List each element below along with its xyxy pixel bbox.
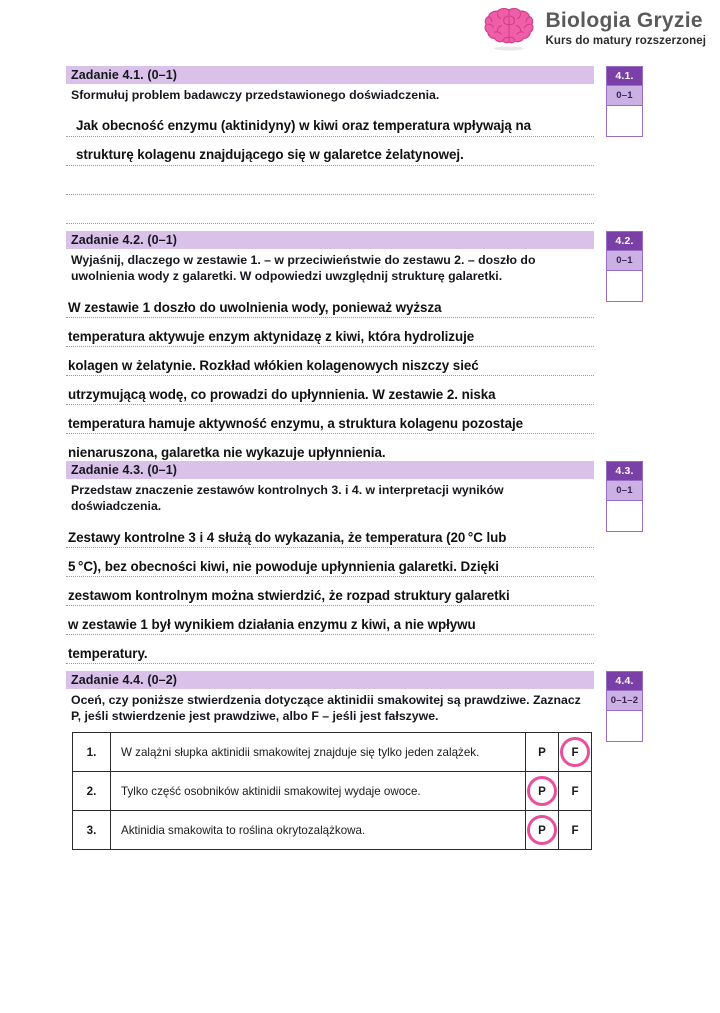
answer-line	[66, 137, 594, 166]
brand-subtitle: Kurs do matury rozszerzonej	[545, 35, 706, 48]
task-4-3	[66, 461, 594, 664]
row-statement: W zalążni słupka aktinidii smakowitej znajduje się tylko jeden zalążek.	[111, 733, 526, 772]
task-4-1	[66, 66, 594, 224]
scorebox-4-4-range: 0–1–2	[607, 690, 642, 711]
task-4-4-band: Zadanie 4.4. (0–2)	[66, 671, 594, 689]
row-index: 1.	[73, 733, 111, 772]
answer-line	[66, 606, 594, 635]
option-label: P	[538, 784, 546, 798]
table-row	[73, 733, 592, 772]
option-label: P	[538, 823, 546, 837]
table-row	[73, 811, 592, 850]
answer-line	[66, 434, 594, 463]
true-false-table	[72, 732, 592, 850]
scorebox-4-2-number: 4.2.	[607, 232, 642, 250]
row-option-true[interactable]	[526, 811, 559, 850]
scorebox-4-4	[606, 671, 643, 742]
task-4-1-band: Zadanie 4.1. (0–1)	[66, 66, 594, 84]
answer-line	[66, 376, 594, 405]
answer-line	[66, 347, 594, 376]
scorebox-4-3-input[interactable]	[607, 501, 642, 531]
answer-line	[66, 166, 594, 195]
answer-line	[66, 405, 594, 434]
scorebox-4-2-input[interactable]	[607, 271, 642, 301]
answer-line-text: Jak obecność enzymu (aktinidyny) w kiwi oraz temperatura wpływają na	[76, 118, 532, 134]
answer-line-text: w zestawie 1 był wynikiem działania enzymu z kiwi, a nie wpływu	[68, 616, 476, 632]
scorebox-4-2	[606, 231, 643, 302]
task-4-4-prompt: Oceń, czy poniższe stwierdzenia dotyczące aktinidii smakowitej są prawdziwe. Zaznacz P, jeśli stwierdzenie jest prawdziwe, albo F – jeśli jest fałszywe.	[71, 693, 581, 724]
scorebox-4-3	[606, 461, 643, 532]
scorebox-4-2-range: 0–1	[607, 250, 642, 271]
brand-title: Biologia Gryzie	[545, 9, 703, 33]
scorebox-4-4-number: 4.4.	[607, 672, 642, 690]
scorebox-4-4-input[interactable]	[607, 711, 642, 741]
task-4-2	[66, 231, 594, 463]
task-4-2-answer	[66, 289, 594, 463]
scorebox-4-1-input[interactable]	[607, 106, 642, 136]
task-4-3-prompt: Przedstaw znaczenie zestawów kontrolnych 3. i 4. w interpretacji wyników doświadczenia.	[71, 483, 504, 514]
scorebox-4-3-range: 0–1	[607, 480, 642, 501]
answer-line	[66, 548, 594, 577]
scorebox-4-3-number: 4.3.	[607, 462, 642, 480]
answer-line-text: Zestawy kontrolne 3 i 4 służą do wykazania, że temperatura (20 °C lub	[68, 529, 507, 545]
row-statement: Tylko część osobników aktinidii smakowitej wydaje owoce.	[111, 772, 526, 811]
answer-line	[66, 318, 594, 347]
row-option-true[interactable]	[526, 733, 559, 772]
answer-line-text: temperatury.	[68, 645, 148, 661]
task-4-3-answer	[66, 519, 594, 664]
answer-line-text: utrzymującą wodę, co prowadzi do upłynnienia. W zestawie 2. niska	[68, 386, 496, 402]
answer-line-text: nienaruszona, galaretka nie wykazuje upłynnienia.	[68, 444, 386, 460]
row-option-false[interactable]	[559, 733, 592, 772]
task-4-1-answer	[66, 108, 594, 224]
brand-text-block	[545, 10, 706, 48]
answer-line-text: temperatura aktywuje enzym aktynidazę z kiwi, która hydrolizuje	[68, 328, 475, 344]
row-option-true[interactable]	[526, 772, 559, 811]
answer-line	[66, 195, 594, 224]
brain-icon	[483, 6, 535, 52]
row-index: 3.	[73, 811, 111, 850]
task-4-2-prompt: Wyjaśnij, dlaczego w zestawie 1. – w przeciwieństwie do zestawu 2. – doszło do uwolnienia wody z galaretki. W odpowiedzi uwzględnij strukturę galaretki.	[71, 253, 536, 284]
answer-line	[66, 108, 594, 137]
row-option-false[interactable]	[559, 772, 592, 811]
task-4-1-prompt: Sformułuj problem badawczy przedstawionego doświadczenia.	[71, 88, 440, 102]
option-label: F	[571, 784, 579, 798]
answer-line-text: 5 °C), bez obecności kiwi, nie powoduje upłynnienia galaretki. Dzięki	[68, 558, 499, 574]
option-label: P	[538, 745, 546, 759]
answer-line	[66, 635, 594, 664]
answer-line-text: kolagen w żelatynie. Rozkład włókien kolagenowych niszczy sieć	[68, 357, 479, 373]
option-label: F	[571, 745, 579, 759]
answer-line	[66, 519, 594, 548]
answer-line-text: W zestawie 1 doszło do uwolnienia wody, ponieważ wyższa	[68, 299, 442, 315]
task-4-2-band: Zadanie 4.2. (0–1)	[66, 231, 594, 249]
answer-line	[66, 289, 594, 318]
row-index: 2.	[73, 772, 111, 811]
answer-line-text: strukturę kolagenu znajdującego się w galaretce żelatynowej.	[76, 147, 464, 163]
task-4-3-band: Zadanie 4.3. (0–1)	[66, 461, 594, 479]
row-statement: Aktinidia smakowita to roślina okrytozalążkowa.	[111, 811, 526, 850]
brand-header	[483, 6, 706, 52]
row-option-false[interactable]	[559, 811, 592, 850]
answer-line-text: temperatura hamuje aktywność enzymu, a struktura kolagenu pozostaje	[68, 415, 524, 431]
scorebox-4-1-range: 0–1	[607, 85, 642, 106]
answer-line-text: zestawom kontrolnym można stwierdzić, że rozpad struktury galaretki	[68, 587, 510, 603]
scorebox-4-1	[606, 66, 643, 137]
scorebox-4-1-number: 4.1.	[607, 67, 642, 85]
task-4-4	[66, 671, 594, 724]
table-row	[73, 772, 592, 811]
option-label: F	[571, 823, 579, 837]
answer-line	[66, 577, 594, 606]
